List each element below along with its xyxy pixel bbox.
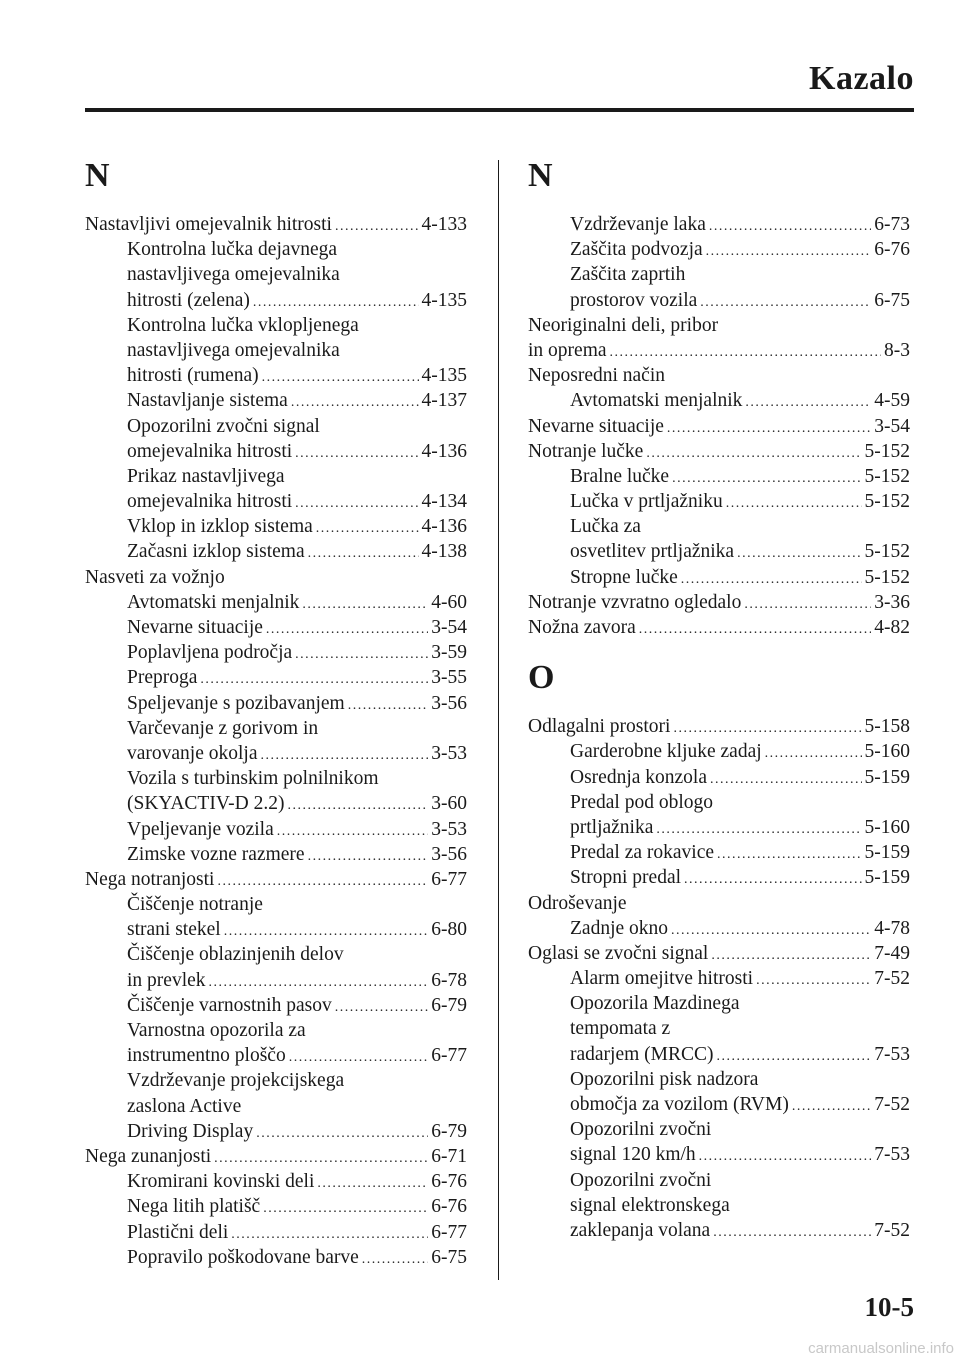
dot-leader <box>745 390 871 415</box>
entry-text: nastavljivega omejevalnika <box>127 339 340 361</box>
dot-leader <box>737 541 861 566</box>
entry-page-ref: 4-136 <box>421 440 467 462</box>
entry-text: Nastavljivi omejevalnik hitrosti <box>85 214 332 235</box>
dot-leader <box>792 1094 871 1119</box>
entry-text: Odlagalni prostori <box>528 716 671 738</box>
dot-leader <box>302 592 428 617</box>
index-subentry <box>85 1068 467 1093</box>
entry-text: in oprema <box>528 339 607 361</box>
dot-leader <box>335 214 419 239</box>
entry-text: instrumentno ploščo <box>127 1045 286 1067</box>
index-column-left <box>85 152 467 1270</box>
entry-text: Nožna zavora <box>528 617 636 638</box>
entry-text: Stropni predal <box>570 867 682 889</box>
entry-text: Zaščita podvozja <box>570 239 703 261</box>
entry-page-ref: 4-138 <box>421 541 467 563</box>
dot-leader <box>765 741 862 766</box>
entry-text: Notranje vzvratno ogledalo <box>528 591 742 613</box>
entry-text: omejevalnika hitrosti <box>127 491 293 513</box>
entry-text: varovanje okolja <box>127 742 258 764</box>
index-subentry <box>85 464 467 489</box>
entry-text: Začasni izklop sistema <box>127 541 305 563</box>
dot-leader <box>673 716 861 741</box>
entry-page-ref: 4-135 <box>421 365 467 387</box>
entry-page-ref: 6-77 <box>431 868 467 890</box>
entry-text: Čiščenje notranje <box>127 894 263 916</box>
dot-leader <box>262 365 419 390</box>
dot-leader <box>287 793 428 818</box>
index-subentry <box>528 514 910 539</box>
index-entry <box>528 414 910 439</box>
index-entry <box>85 565 467 590</box>
entry-page-ref: 5-158 <box>864 716 910 738</box>
index-subentry <box>528 262 910 287</box>
dot-leader <box>362 1247 428 1272</box>
index-subentry <box>85 489 467 514</box>
entry-page-ref: 6-76 <box>874 239 910 261</box>
entry-text: Opozorilni pisk nadzora <box>570 1068 759 1090</box>
entry-text: Poplavljena področja <box>127 642 293 664</box>
entry-text: Nega notranjosti <box>85 868 215 890</box>
entry-text: nastavljivega omejevalnika <box>127 264 340 286</box>
index-subentry <box>528 388 910 413</box>
index-subentry <box>528 1067 910 1092</box>
entry-text: prostorov vozila <box>570 289 698 311</box>
dot-leader <box>277 819 429 844</box>
index-subentry <box>85 539 467 564</box>
entry-page-ref: 6-76 <box>431 1196 467 1218</box>
index-subentry <box>528 1218 910 1243</box>
index-subentry <box>85 1094 467 1119</box>
index-subentry <box>528 1193 910 1218</box>
index-entry <box>528 363 910 388</box>
entry-page-ref: 5-152 <box>864 566 910 588</box>
index-subentry <box>85 665 467 690</box>
entry-page-ref: 5-152 <box>864 440 910 462</box>
entry-text: Nega litih platišč <box>127 1196 261 1218</box>
index-subentry <box>85 1018 467 1043</box>
dot-leader <box>253 290 419 315</box>
index-entry <box>528 615 910 640</box>
dot-leader <box>699 1144 872 1169</box>
entry-text: območja za vozilom (RVM) <box>570 1094 789 1115</box>
entry-text: Zimske vozne razmere <box>127 843 305 865</box>
index-subentry <box>85 993 467 1018</box>
entry-page-ref: 6-78 <box>431 969 467 991</box>
index-subentry <box>528 212 910 237</box>
entry-text: (SKYACTIV-D 2.2) <box>127 793 285 815</box>
dot-leader <box>224 919 429 944</box>
section-letter-n: N <box>85 157 110 194</box>
dot-leader <box>711 943 871 968</box>
entry-text: Bralne lučke <box>570 465 670 487</box>
entry-text: prtljažnika <box>570 816 654 838</box>
entry-text: Speljevanje s pozibavanjem <box>127 692 345 714</box>
dot-leader <box>744 592 871 617</box>
entry-text: Opozorilni zvočni <box>570 1169 712 1191</box>
entry-page-ref: 7-52 <box>874 1094 910 1115</box>
index-subentry <box>528 1168 910 1193</box>
dot-leader <box>671 918 871 943</box>
entry-text: Neposredni način <box>528 365 665 387</box>
entry-text: Popravilo poškodovane barve <box>127 1246 359 1268</box>
entry-page-ref: 6-77 <box>431 1221 467 1243</box>
entry-page-ref: 5-160 <box>864 741 910 763</box>
entry-page-ref: 8-3 <box>884 339 910 361</box>
entry-page-ref: 3-56 <box>431 843 467 865</box>
dot-leader <box>231 1222 428 1247</box>
dot-leader <box>639 617 872 642</box>
index-subentry <box>528 916 910 941</box>
index-entries-right-o <box>528 714 910 1243</box>
index-subentry <box>528 539 910 564</box>
entry-text: Vozila s turbinskim polnilnikom <box>127 768 379 790</box>
entry-text: Kontrolna lučka dejavnega <box>127 239 338 261</box>
entry-text: Varnostna opozorila za <box>127 1020 306 1041</box>
entry-page-ref: 3-60 <box>431 793 467 815</box>
index-subentry <box>85 968 467 993</box>
entry-page-ref: 5-159 <box>864 766 910 788</box>
entry-page-ref: 6-77 <box>431 1045 467 1067</box>
index-subentry <box>528 840 910 865</box>
entry-text: Nega zunanjosti <box>85 1145 212 1167</box>
dot-leader <box>214 1146 428 1171</box>
entry-text: Prikaz nastavljivega <box>127 465 285 487</box>
index-entry <box>528 338 910 363</box>
index-subentry <box>85 1220 467 1245</box>
index-entry <box>85 1144 467 1169</box>
entry-page-ref: 5-152 <box>864 491 910 513</box>
entry-page-ref: 6-73 <box>874 214 910 235</box>
entry-page-ref: 7-52 <box>874 1219 910 1241</box>
dot-leader <box>308 844 429 869</box>
entry-text: Kontrolna lučka vklopljenega <box>127 314 359 336</box>
index-subentry <box>85 237 467 262</box>
entry-text: Nasveti za vožnjo <box>85 566 225 588</box>
entry-page-ref: 3-36 <box>874 591 910 613</box>
dot-leader <box>656 817 861 842</box>
entry-page-ref: 3-59 <box>431 642 467 664</box>
index-subentry <box>85 741 467 766</box>
entry-text: Opozorila Mazdinega <box>570 993 740 1015</box>
dot-leader <box>200 667 428 692</box>
entry-text: Driving Display <box>127 1120 254 1142</box>
entry-text: Predal za rokavice <box>570 842 715 864</box>
dot-leader <box>289 1045 429 1070</box>
entry-text: osvetlitev prtljažnika <box>570 541 735 563</box>
section-letter-n: N <box>528 157 553 194</box>
index-subentry <box>85 514 467 539</box>
index-entry <box>85 867 467 892</box>
entry-text: Vzdrževanje laka <box>570 214 706 235</box>
index-subentry <box>528 865 910 890</box>
index-subentry <box>528 991 910 1016</box>
dot-leader <box>646 441 861 466</box>
index-subentry <box>528 790 910 815</box>
entry-text: Nastavljanje sistema <box>127 390 288 412</box>
dot-leader <box>667 416 871 441</box>
entry-text: Notranje lučke <box>528 440 644 462</box>
index-subentry <box>85 817 467 842</box>
index-subentry <box>528 1117 910 1142</box>
entry-text: Neoriginalni deli, pribor <box>528 314 719 336</box>
entry-page-ref: 6-80 <box>431 919 467 941</box>
entry-page-ref: 4-60 <box>431 591 467 613</box>
index-subentry <box>85 262 467 287</box>
dot-leader <box>209 970 429 995</box>
entry-page-ref: 7-52 <box>874 968 910 990</box>
index-subentry <box>528 815 910 840</box>
entry-text: strani stekel <box>127 919 221 941</box>
index-subentry <box>528 1042 910 1067</box>
entry-text: Avtomatski menjalnik <box>570 390 743 412</box>
entry-page-ref: 5-159 <box>864 842 910 864</box>
entry-page-ref: 4-59 <box>874 390 910 412</box>
entry-text: Kromirani kovinski deli <box>127 1171 315 1193</box>
index-entries-right-n <box>528 212 910 640</box>
index-subentry <box>528 1142 910 1167</box>
index-entries-left <box>85 212 467 1270</box>
dot-leader <box>261 743 429 768</box>
entry-text: hitrosti (rumena) <box>127 365 259 387</box>
dot-leader <box>291 390 419 415</box>
entry-page-ref: 6-71 <box>431 1145 467 1167</box>
entry-text: Čiščenje varnostnih pasov <box>127 994 332 1016</box>
entry-text: Vklop in izklop sistema <box>127 516 313 538</box>
dot-leader <box>295 642 428 667</box>
section-letter-o: O <box>528 659 555 697</box>
entry-text: Osrednja konzola <box>570 766 707 788</box>
dot-leader <box>713 1220 871 1245</box>
entry-text: Vzdrževanje projekcijskega <box>127 1070 345 1092</box>
index-subentry <box>528 739 910 764</box>
index-subentry <box>85 1119 467 1144</box>
index-subentry <box>528 565 910 590</box>
dot-leader <box>266 617 428 642</box>
index-subentry <box>85 1043 467 1068</box>
entry-page-ref: 6-79 <box>431 994 467 1016</box>
entry-text: Lučka za <box>570 516 641 538</box>
entry-text: signal elektronskega <box>570 1194 730 1216</box>
dot-leader <box>700 290 871 315</box>
entry-text: Garderobne kljuke zadaj <box>570 741 762 763</box>
header-rule <box>85 108 914 112</box>
index-subentry <box>85 363 467 388</box>
entry-text: Oglasi se zvočni signal <box>528 942 709 964</box>
index-subentry <box>85 615 467 640</box>
index-subentry <box>528 1016 910 1041</box>
entry-text: Plastični deli <box>127 1221 229 1243</box>
entry-text: Stropne lučke <box>570 566 678 588</box>
entry-text: zaslona Active <box>127 1095 242 1117</box>
dot-leader <box>710 767 862 792</box>
entry-text: Zadnje okno <box>570 917 669 939</box>
entry-page-ref: 4-137 <box>421 390 467 412</box>
dot-leader <box>256 1121 428 1146</box>
entry-page-ref: 4-136 <box>421 516 467 538</box>
entry-text: hitrosti (zelena) <box>127 289 250 311</box>
index-subentry <box>85 1245 467 1270</box>
index-subentry <box>85 388 467 413</box>
index-entry <box>528 941 910 966</box>
entry-page-ref: 6-79 <box>431 1120 467 1142</box>
index-subentry <box>85 917 467 942</box>
dot-leader <box>717 1044 872 1069</box>
entry-text: Vpeljevanje vozila <box>127 818 274 840</box>
entry-page-ref: 4-133 <box>421 214 467 235</box>
entry-page-ref: 3-53 <box>431 742 467 764</box>
entry-text: Čiščenje oblazinjenih delov <box>127 944 344 966</box>
entry-page-ref: 6-75 <box>431 1246 467 1268</box>
entry-text: signal 120 km/h <box>570 1144 696 1166</box>
index-entry <box>528 590 910 615</box>
index-subentry <box>85 338 467 363</box>
index-entry <box>528 439 910 464</box>
index-subentry <box>528 966 910 991</box>
entry-text: Lučka v prtljažniku <box>570 491 723 513</box>
index-subentry <box>85 288 467 313</box>
index-subentry <box>85 716 467 741</box>
entry-page-ref: 5-152 <box>864 541 910 563</box>
entry-text: omejevalnika hitrosti <box>127 440 293 462</box>
index-subentry <box>528 1092 910 1117</box>
dot-leader <box>217 869 428 894</box>
page-number: 10-5 <box>864 1292 914 1322</box>
entry-page-ref: 7-49 <box>874 942 910 964</box>
entry-text: Preproga <box>127 667 198 689</box>
entry-page-ref: 4-78 <box>874 917 910 939</box>
column-divider <box>498 160 499 1280</box>
index-subentry <box>85 1194 467 1219</box>
entry-text: Predal pod oblogo <box>570 791 713 813</box>
entry-text: Nevarne situacije <box>528 415 664 437</box>
entry-page-ref: 7-53 <box>874 1144 910 1166</box>
index-subentry <box>528 765 910 790</box>
entry-page-ref: 4-135 <box>421 289 467 311</box>
entry-page-ref: 3-54 <box>874 415 910 437</box>
index-subentry <box>85 892 467 917</box>
watermark: carmanualsonline.info <box>808 1340 954 1357</box>
entry-page-ref: 7-53 <box>874 1043 910 1065</box>
index-subentry <box>85 313 467 338</box>
entry-page-ref: 3-54 <box>431 617 467 638</box>
index-subentry <box>528 237 910 262</box>
dot-leader <box>317 1171 428 1196</box>
index-subentry <box>85 1169 467 1194</box>
index-subentry <box>85 414 467 439</box>
entry-text: tempomata z <box>570 1018 671 1040</box>
index-subentry <box>528 464 910 489</box>
page-title: Kazalo <box>809 60 914 97</box>
entry-text: Odroševanje <box>528 892 627 914</box>
index-subentry <box>85 439 467 464</box>
entry-text: radarjem (MRCC) <box>570 1043 714 1065</box>
index-entry <box>528 313 910 338</box>
dot-leader <box>610 340 881 365</box>
index-subentry <box>528 489 910 514</box>
entry-text: zaklepanja volana <box>570 1219 711 1241</box>
dot-leader <box>726 491 862 516</box>
index-subentry <box>85 791 467 816</box>
dot-leader <box>672 466 861 491</box>
index-subentry <box>85 640 467 665</box>
dot-leader <box>295 441 418 466</box>
index-subentry <box>85 590 467 615</box>
index-entry <box>528 714 910 739</box>
entry-page-ref: 5-160 <box>864 816 910 838</box>
dot-leader <box>709 214 871 239</box>
entry-page-ref: 5-152 <box>864 465 910 487</box>
entry-text: Zaščita zaprtih <box>570 264 686 286</box>
entry-text: Avtomatski menjalnik <box>127 591 300 613</box>
index-subentry <box>528 288 910 313</box>
index-entry <box>528 891 910 916</box>
entry-page-ref: 6-76 <box>431 1171 467 1193</box>
index-subentry <box>85 766 467 791</box>
dot-leader <box>684 867 861 892</box>
section-letter-n-continued <box>528 152 910 212</box>
index-subentry <box>85 691 467 716</box>
entry-page-ref: 3-55 <box>431 667 467 689</box>
dot-leader <box>706 239 872 264</box>
entry-page-ref: 3-53 <box>431 818 467 840</box>
dot-leader <box>756 968 871 993</box>
dot-leader <box>308 541 419 566</box>
entry-page-ref: 4-134 <box>421 491 467 513</box>
entry-text: Alarm omejitve hitrosti <box>570 968 754 990</box>
dot-leader <box>681 567 862 592</box>
entry-text: in prevlek <box>127 969 206 991</box>
entry-page-ref: 3-56 <box>431 692 467 714</box>
index-subentry <box>85 842 467 867</box>
dot-leader <box>348 693 429 718</box>
entry-text: Nevarne situacije <box>127 617 263 638</box>
index-subentry <box>85 942 467 967</box>
dot-leader <box>316 516 419 541</box>
entry-page-ref: 4-82 <box>874 617 910 638</box>
dot-leader <box>717 842 861 867</box>
index-entry <box>85 212 467 237</box>
entry-page-ref: 5-159 <box>864 867 910 889</box>
entry-text: Opozorilni zvočni signal <box>127 415 320 437</box>
index-column-right <box>528 152 910 1243</box>
entry-text: Opozorilni zvočni <box>570 1119 712 1141</box>
entry-text: Varčevanje z gorivom in <box>127 717 319 739</box>
entry-page-ref: 6-75 <box>874 289 910 311</box>
dot-leader <box>335 995 429 1020</box>
dot-leader <box>263 1196 428 1221</box>
dot-leader <box>295 491 418 516</box>
